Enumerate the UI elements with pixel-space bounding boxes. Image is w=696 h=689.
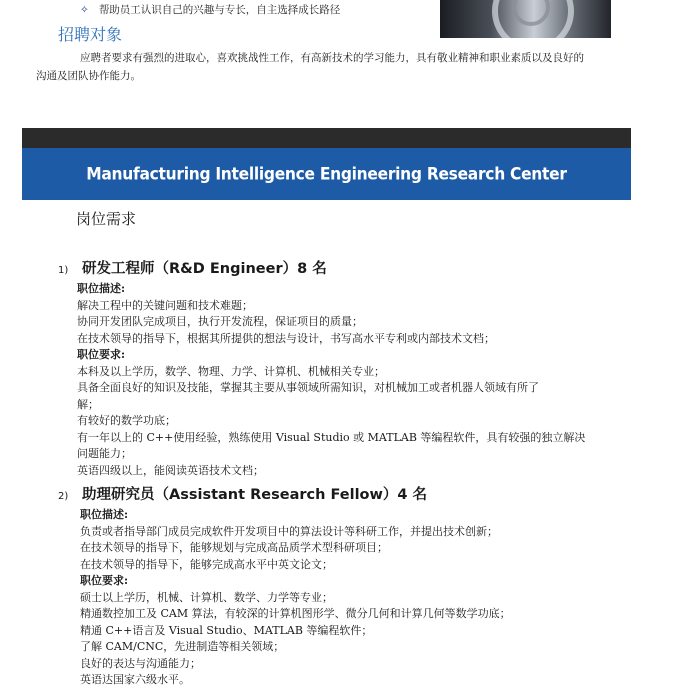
job-1-req-label: 职位要求:	[77, 348, 126, 361]
job-1-req-line: 本科及以上学历，数学、物理、力学、计算机、机械相关专业；	[77, 364, 385, 378]
job-1-desc-line: 在技术领导的指导下，根据其所提供的想法与设计，书写高水平专利或内部技术文档；	[77, 331, 495, 345]
job-2-desc-line: 在技术领导的指导下，能够规划与完成高品质学术型科研项目；	[80, 541, 388, 554]
growth-bullet-text: 帮助员工认识自己的兴趣与专长，自主选择成长路径	[98, 4, 341, 16]
recruit-text-line1: 应聘者要求有强烈的进取心，喜欢挑战性工作，有高新技术的学习能力，具有敬业精神和职业素质以及良好的	[80, 52, 584, 64]
job-2-desc-line: 负责或者指导部门成员完成软件开发项目中的算法设计等科研工作，并提出技术创新；	[80, 524, 498, 538]
banner-blue-strip	[22, 148, 631, 200]
diamond-bullet-icon: ✧	[80, 4, 89, 16]
job-number-1: 1)	[58, 265, 69, 276]
job-2-desc-label: 职位描述:	[80, 508, 129, 521]
job-2-req-line: 精通 C++语言及 Visual Studio、MATLAB 等编程软件；	[80, 623, 373, 637]
job-1-details	[77, 281, 585, 479]
job-title-2-en: （Assistant Research Fellow）	[154, 487, 398, 503]
job-1-req-line: 解；	[77, 397, 99, 411]
job-1-req-line: 有一年以上的 C++使用经验，熟练使用 Visual Studio 或 MATLAB 等编程软件，具有较强的独立解决	[77, 430, 586, 444]
recruit-paragraph	[36, 49, 618, 85]
job-2-req-line: 了解 CAM/CNC，先进制造等相关领域；	[80, 640, 285, 653]
job-2-req-line: 英语达国家六级水平。	[80, 673, 190, 686]
job-1-req-line: 有较好的数学功底；	[77, 414, 176, 427]
recruit-text-line2: 沟通及团队协作能力。	[36, 70, 141, 82]
job-title-2	[58, 483, 427, 504]
growth-bullet	[80, 2, 340, 17]
header-banner	[22, 128, 631, 200]
job-title-1	[58, 257, 327, 278]
banner-title: Manufacturing Intelligence Engineering Research Center	[86, 164, 567, 184]
job-2-req-line: 硕士以上学历，机械、计算机、数学、力学等专业；	[80, 590, 333, 604]
job-2-details	[80, 507, 511, 689]
job-1-desc-line: 协同开发团队完成项目，执行开发流程，保证项目的质量；	[77, 315, 363, 328]
job-1-req-line: 具备全面良好的知识及技能，掌握其主要从事领域所需知识，对机械加工或者机器人领域有所了	[77, 381, 539, 394]
job-2-desc-line: 在技术领导的指导下，能够完成高水平中英文论文；	[80, 557, 333, 571]
job-2-req-label: 职位要求:	[80, 574, 129, 587]
job-number-2: 2)	[58, 491, 69, 502]
machining-photo	[440, 0, 611, 38]
job-2-req-line: 精通数控加工及 CAM 算法，有较深的计算机图形学、微分几何和计算几何等数学功底；	[80, 607, 511, 620]
job-1-req-line: 英语四级以上，能阅读英语技术文档；	[77, 463, 264, 477]
job-1-desc-line: 解决工程中的关键问题和技术难题；	[77, 298, 253, 312]
banner-dark-strip	[22, 128, 631, 148]
job-title-2-count: 4 名	[397, 487, 428, 503]
job-title-2-cn: 助理研究员	[82, 487, 155, 503]
section-heading: 岗位需求	[76, 210, 137, 228]
job-1-req-line: 问题能力；	[77, 447, 132, 460]
recruit-heading: 招聘对象	[58, 25, 123, 44]
job-title-1-text: 研发工程师（R&D Engineer）8 名	[82, 261, 327, 277]
job-1-desc-label: 职位描述:	[77, 282, 126, 295]
job-2-req-line: 良好的表达与沟通能力；	[80, 656, 201, 670]
